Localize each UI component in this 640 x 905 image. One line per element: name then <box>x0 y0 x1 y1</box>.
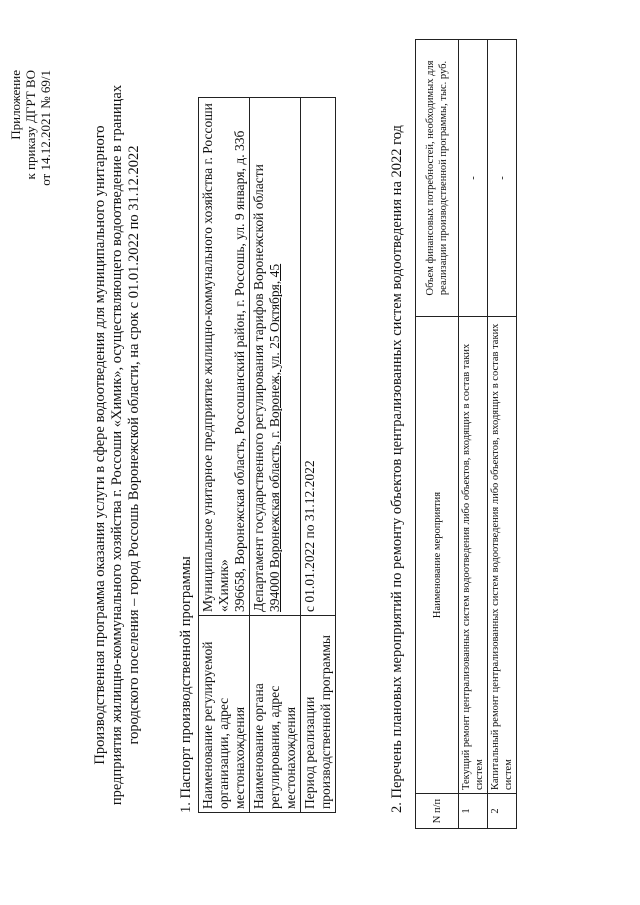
cell-line: Муниципальное унитарное предприятие жилищно-коммунального хозяйства г. Россоши «Химик» <box>200 103 231 612</box>
cell-line: Департамент государственного регулирования тарифов Воронежской области <box>251 164 266 612</box>
passport-heading: 1. Паспорт производственной программы <box>178 556 194 813</box>
cell-line: 396658, Воронежская область, Россошанский район, г. Россошь, ул. 9 января, д. 33б <box>232 130 247 612</box>
table-row <box>459 40 488 829</box>
document-title <box>92 55 143 835</box>
table-cell: Капитальный ремонт централизованных систем водоотведения либо объектов, входящих в состав таких систем <box>488 317 517 794</box>
appendix-note <box>8 70 53 186</box>
column-header-volume: Объем финансовых потребностей, необходимых для реализации производственной программы, тыс. руб. <box>416 40 459 317</box>
table-row <box>301 98 336 813</box>
appendix-line: Приложение <box>8 70 23 140</box>
table-cell: - <box>488 40 517 317</box>
table-cell: Наименование органа регулирования, адрес местонахождения <box>250 616 301 813</box>
title-line: городского поселения – город Россошь Воронежской области, на срок с 01.01.2022 по 31.12.2022 <box>126 145 142 745</box>
appendix-line: к приказу ДГРТ ВО <box>23 70 38 180</box>
table-row <box>199 98 250 813</box>
table-cell: - <box>459 40 488 317</box>
column-header-name: Наименование мероприятия <box>416 317 459 794</box>
table-cell <box>301 98 336 616</box>
table-cell: Текущий ремонт централизованных систем водоотведения либо объектов, входящих в состав таких систем <box>459 317 488 794</box>
column-header-num: N п/п <box>416 794 459 829</box>
cell-line: с 01.01.2022 по 31.12.2022 <box>302 460 317 612</box>
title-line: предприятия жилищно-коммунального хозяйства г. Россоши «Химик», осуществляющего водоотведение в границах <box>109 84 125 806</box>
cell-line: 394000 Воронежская область, г. Воронеж, ул. 25 Октября, 45 <box>267 263 282 612</box>
table-row <box>250 98 301 813</box>
table-row <box>488 40 517 829</box>
events-table <box>415 39 517 829</box>
table-cell: Наименование регулируемой организации, адрес местонахождения <box>199 616 250 813</box>
appendix-line: от 14.12.2021 № 69/1 <box>38 70 53 186</box>
passport-table <box>198 97 336 813</box>
events-heading: 2. Перечень плановых мероприятий по ремонту объектов централизованных систем водоотведения на 2022 год <box>389 125 405 813</box>
table-cell <box>199 98 250 616</box>
table-cell <box>250 98 301 616</box>
title-line: Производственная программа оказания услуги в сфере водоотведения для муниципального унитарного <box>92 125 108 765</box>
table-cell: Период реализации производственной программы <box>301 616 336 813</box>
table-cell: 1 <box>459 794 488 829</box>
table-cell: 2 <box>488 794 517 829</box>
table-header-row <box>416 40 459 829</box>
